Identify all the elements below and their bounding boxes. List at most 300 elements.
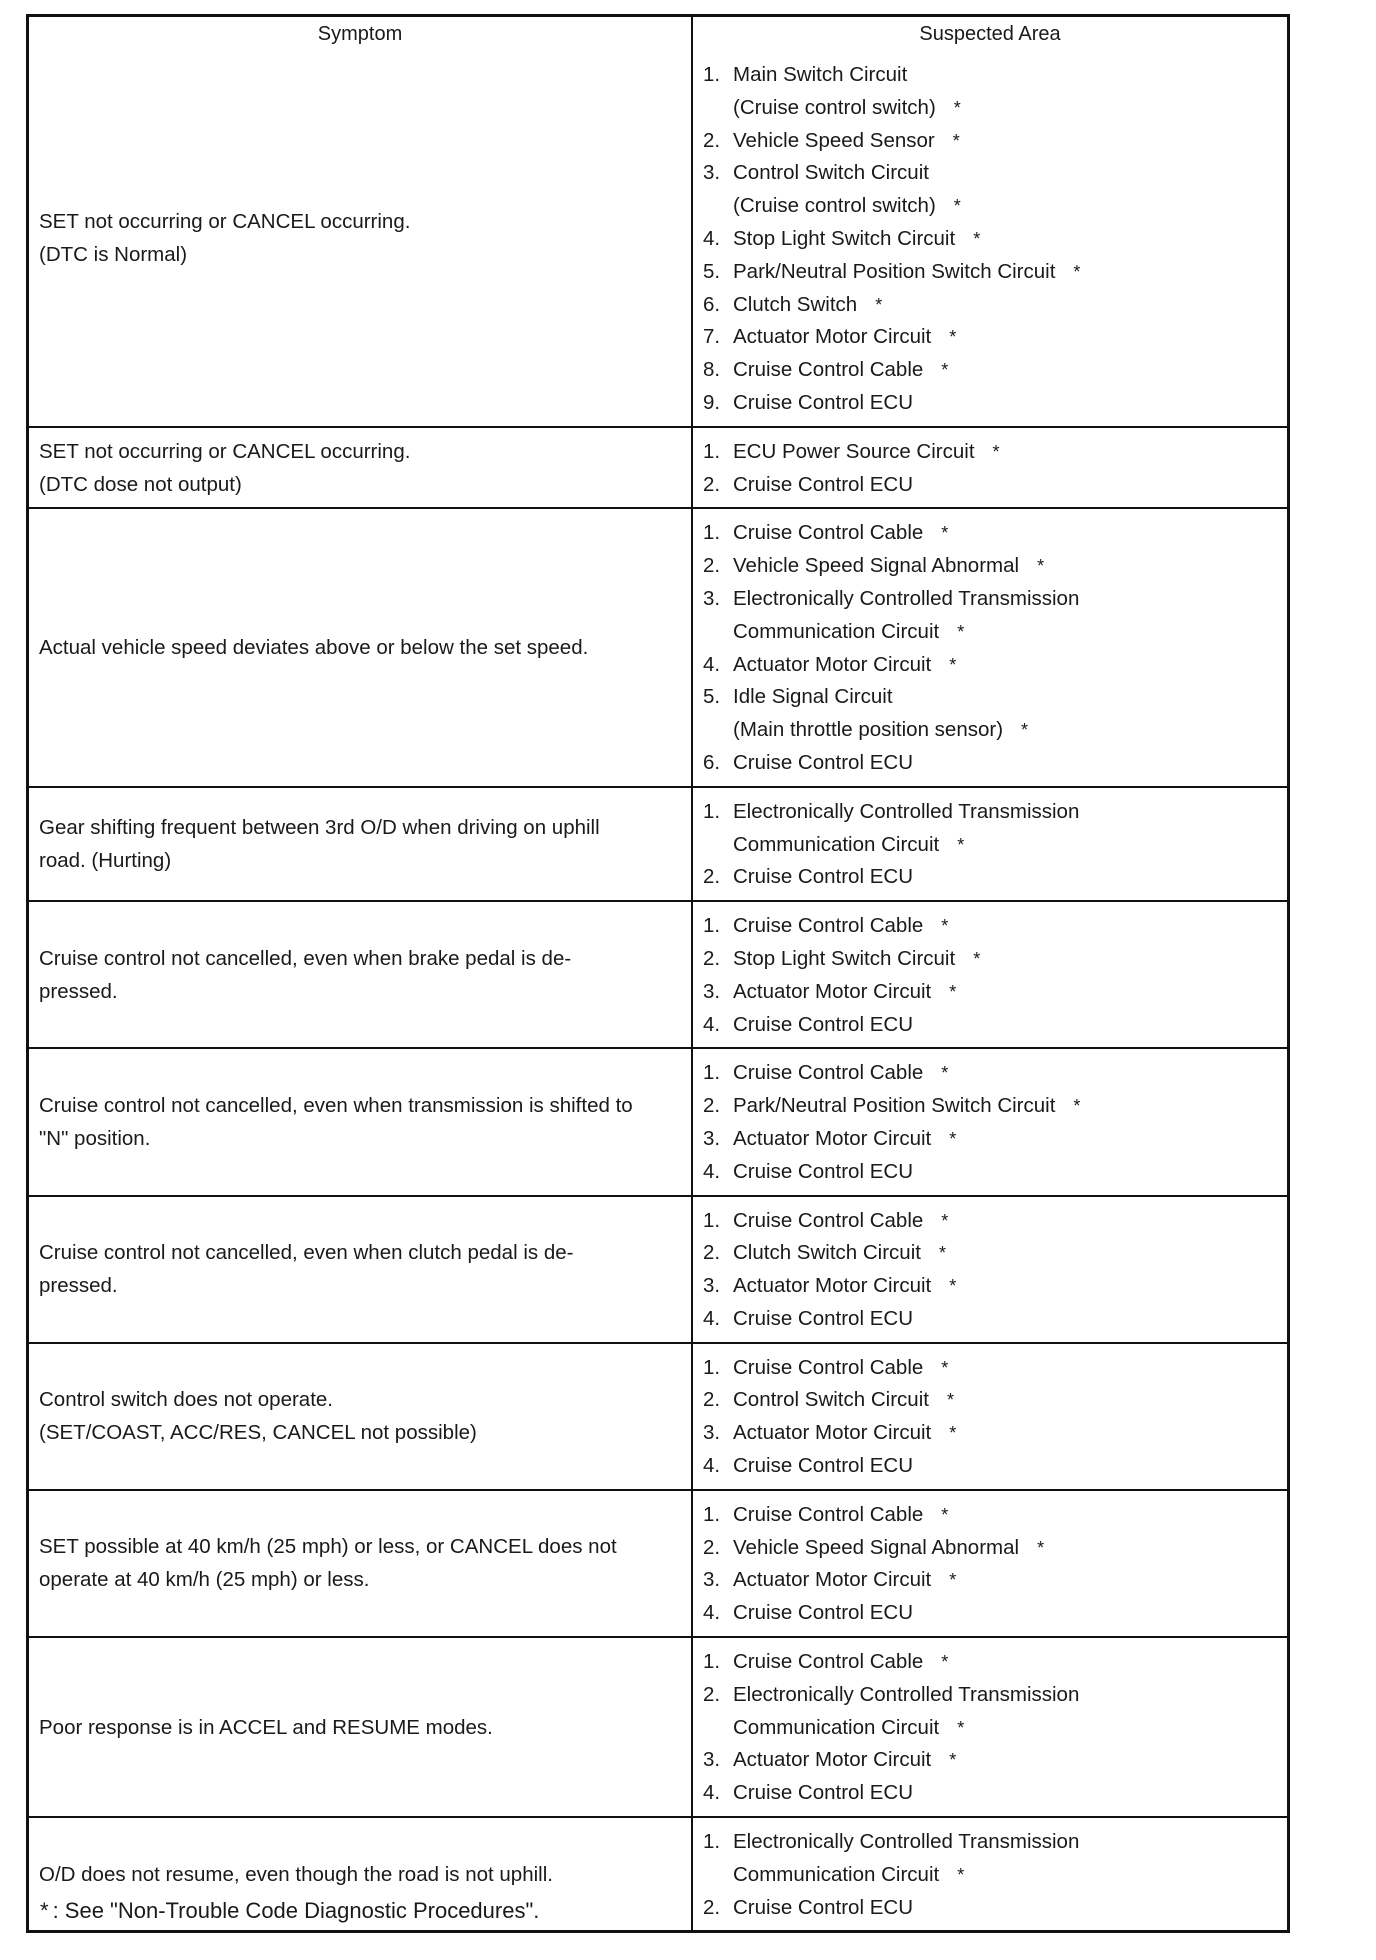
asterisk-icon: * bbox=[953, 97, 961, 118]
item-number: 1. bbox=[703, 63, 721, 86]
item-line bbox=[733, 861, 1279, 894]
table-row bbox=[29, 507, 1287, 785]
list-item bbox=[703, 517, 1279, 550]
item-number: 1. bbox=[703, 1830, 721, 1854]
item-line bbox=[733, 1859, 1279, 1892]
item-body bbox=[733, 1826, 1279, 1892]
asterisk-icon: * bbox=[957, 621, 965, 642]
list-item bbox=[703, 289, 1279, 322]
list-item bbox=[703, 1009, 1279, 1042]
symptom-line: pressed. bbox=[39, 979, 118, 1003]
item-text: Actuator Motor Circuit bbox=[733, 1274, 932, 1298]
item-text: Actuator Motor Circuit bbox=[733, 979, 932, 1003]
item-number: 3. bbox=[703, 979, 721, 1003]
suspected-area-cell bbox=[693, 1197, 1287, 1342]
asterisk-icon: * bbox=[949, 1750, 957, 1771]
item-body bbox=[733, 1090, 1279, 1123]
item-body bbox=[733, 747, 1279, 780]
table-row bbox=[29, 786, 1287, 900]
asterisk-icon: * bbox=[941, 1063, 949, 1084]
item-number: 1. bbox=[703, 521, 721, 545]
list-item bbox=[703, 1417, 1279, 1450]
item-body bbox=[733, 1892, 1279, 1925]
item-number: 1. bbox=[703, 1355, 721, 1379]
item-body bbox=[733, 1237, 1279, 1270]
item-number: 3. bbox=[703, 1421, 721, 1445]
item-text: Cruise Control ECU bbox=[733, 865, 913, 889]
item-body bbox=[733, 1450, 1279, 1483]
item-text: Communication Circuit bbox=[733, 1862, 940, 1886]
item-line bbox=[733, 1564, 1279, 1597]
asterisk-icon: * bbox=[941, 1504, 949, 1525]
asterisk-icon: * bbox=[953, 196, 961, 217]
item-line bbox=[733, 1270, 1279, 1303]
item-text: Cruise Control Cable bbox=[733, 1061, 924, 1085]
item-number: 9. bbox=[703, 390, 721, 414]
item-line bbox=[733, 616, 1279, 649]
item-text: Actuator Motor Circuit bbox=[733, 1126, 932, 1150]
item-text: Cruise Control ECU bbox=[733, 1895, 913, 1919]
item-text: Clutch Switch bbox=[733, 292, 858, 316]
item-number: 2. bbox=[703, 554, 721, 578]
asterisk-icon: * bbox=[949, 1570, 957, 1591]
item-body bbox=[733, 1303, 1279, 1336]
item-text: Electronically Controlled Transmission bbox=[733, 1682, 1080, 1706]
item-text: Actuator Motor Circuit bbox=[733, 1568, 932, 1592]
item-text: Actuator Motor Circuit bbox=[733, 325, 932, 349]
item-line bbox=[733, 796, 1279, 829]
list-item bbox=[703, 1450, 1279, 1483]
suspected-area-cell bbox=[693, 51, 1287, 426]
list-item bbox=[703, 157, 1279, 223]
item-body bbox=[733, 387, 1279, 420]
footnote bbox=[40, 1898, 539, 1924]
item-line bbox=[733, 1156, 1279, 1189]
item-text: Cruise Control ECU bbox=[733, 390, 913, 414]
table-row bbox=[29, 426, 1287, 508]
symptom-text bbox=[39, 1858, 553, 1891]
item-line bbox=[733, 1384, 1279, 1417]
item-text: Electronically Controlled Transmission bbox=[733, 799, 1080, 823]
item-number: 4. bbox=[703, 1012, 721, 1036]
item-number: 4. bbox=[703, 652, 721, 676]
symptom-cell bbox=[29, 51, 693, 426]
item-line bbox=[733, 829, 1279, 862]
item-line bbox=[733, 1352, 1279, 1385]
item-line bbox=[733, 1205, 1279, 1238]
list-item bbox=[703, 125, 1279, 158]
symptom-text bbox=[39, 1530, 617, 1596]
list-item bbox=[703, 747, 1279, 780]
item-number: 3. bbox=[703, 1748, 721, 1772]
item-number: 4. bbox=[703, 1781, 721, 1805]
table-row bbox=[29, 1047, 1287, 1194]
suspected-area-cell bbox=[693, 1344, 1287, 1489]
item-line bbox=[733, 469, 1279, 502]
item-line bbox=[733, 387, 1279, 420]
symptom-cell bbox=[29, 788, 693, 900]
item-body bbox=[733, 583, 1279, 649]
item-line bbox=[733, 321, 1279, 354]
asterisk-icon: * bbox=[1073, 261, 1081, 282]
item-body bbox=[733, 943, 1279, 976]
item-body bbox=[733, 256, 1279, 289]
item-text: Clutch Switch Circuit bbox=[733, 1241, 921, 1265]
item-text: Cruise Control Cable bbox=[733, 358, 924, 382]
list-item bbox=[703, 1777, 1279, 1810]
list-item bbox=[703, 387, 1279, 420]
list-item bbox=[703, 976, 1279, 1009]
item-body bbox=[733, 469, 1279, 502]
item-number: 5. bbox=[703, 685, 721, 709]
symptom-cell bbox=[29, 902, 693, 1047]
symptom-cell bbox=[29, 1491, 693, 1636]
symptom-line: O/D does not resume, even though the road is not uphill. bbox=[39, 1862, 553, 1886]
item-number: 2. bbox=[703, 1535, 721, 1559]
item-line bbox=[733, 649, 1279, 682]
list-item bbox=[703, 1744, 1279, 1777]
footnote-text: : See "Non-Trouble Code Diagnostic Procedures". bbox=[52, 1898, 540, 1923]
item-number: 2. bbox=[703, 865, 721, 889]
item-body bbox=[733, 1123, 1279, 1156]
asterisk-icon: * bbox=[941, 916, 949, 937]
item-line bbox=[733, 747, 1279, 780]
item-number: 2. bbox=[703, 128, 721, 152]
item-text: Vehicle Speed Sensor bbox=[733, 128, 935, 152]
item-line bbox=[733, 1712, 1279, 1745]
item-body bbox=[733, 1417, 1279, 1450]
item-body bbox=[733, 1777, 1279, 1810]
asterisk-icon: * bbox=[957, 1864, 965, 1885]
symptom-line: (DTC is Normal) bbox=[39, 243, 188, 267]
symptom-cell bbox=[29, 428, 693, 508]
header-area bbox=[693, 17, 1287, 51]
item-line bbox=[733, 943, 1279, 976]
item-body bbox=[733, 289, 1279, 322]
item-number: 5. bbox=[703, 259, 721, 283]
symptom-line: road. (Hurting) bbox=[39, 848, 172, 872]
asterisk-icon: * bbox=[941, 1357, 949, 1378]
asterisk-icon: * bbox=[957, 834, 965, 855]
item-number: 3. bbox=[703, 1568, 721, 1592]
asterisk-icon: * bbox=[1037, 1537, 1045, 1558]
item-body bbox=[733, 1744, 1279, 1777]
item-text: Control Switch Circuit bbox=[733, 161, 929, 185]
asterisk-icon: * bbox=[949, 654, 957, 675]
list-item bbox=[703, 1597, 1279, 1630]
table-row bbox=[29, 1489, 1287, 1636]
asterisk-icon: * bbox=[946, 1390, 954, 1411]
list-item bbox=[703, 223, 1279, 256]
symptom-cell bbox=[29, 1049, 693, 1194]
suspected-area-cell bbox=[693, 788, 1287, 900]
list-item bbox=[703, 1057, 1279, 1090]
item-line bbox=[733, 1744, 1279, 1777]
item-number: 4. bbox=[703, 1454, 721, 1478]
symptom-cell bbox=[29, 509, 693, 785]
item-line bbox=[733, 1597, 1279, 1630]
item-text: (Cruise control switch) bbox=[733, 95, 936, 119]
header-area-label: Suspected Area bbox=[919, 22, 1061, 45]
symptom-line: Cruise control not cancelled, even when clutch pedal is de- bbox=[39, 1241, 574, 1265]
item-text: Cruise Control ECU bbox=[733, 1454, 913, 1478]
item-number: 2. bbox=[703, 1682, 721, 1706]
list-item bbox=[703, 59, 1279, 125]
item-text: Actuator Motor Circuit bbox=[733, 1421, 932, 1445]
symptom-line: operate at 40 km/h (25 mph) or less. bbox=[39, 1568, 370, 1592]
list-item bbox=[703, 436, 1279, 469]
list-item bbox=[703, 1270, 1279, 1303]
item-line bbox=[733, 714, 1279, 747]
item-text: Park/Neutral Position Switch Circuit bbox=[733, 1094, 1056, 1118]
item-number: 2. bbox=[703, 1388, 721, 1412]
symptom-cell bbox=[29, 1344, 693, 1489]
item-body bbox=[733, 1646, 1279, 1679]
asterisk-icon: * bbox=[949, 1128, 957, 1149]
asterisk-icon: * bbox=[973, 228, 981, 249]
item-text: Actuator Motor Circuit bbox=[733, 1748, 932, 1772]
item-text: Cruise Control Cable bbox=[733, 1650, 924, 1674]
asterisk-icon: * bbox=[875, 294, 883, 315]
item-text: Cruise Control ECU bbox=[733, 1012, 913, 1036]
asterisk-icon: * bbox=[992, 441, 1000, 462]
item-number: 2. bbox=[703, 472, 721, 496]
symptom-line: Poor response is in ACCEL and RESUME modes. bbox=[39, 1715, 493, 1739]
list-item bbox=[703, 796, 1279, 862]
table-row bbox=[29, 1636, 1287, 1816]
table-body bbox=[29, 51, 1287, 1930]
asterisk-icon: * bbox=[941, 523, 949, 544]
list-item bbox=[703, 649, 1279, 682]
item-body bbox=[733, 1205, 1279, 1238]
footnote-star-icon: * bbox=[40, 1898, 49, 1923]
item-line bbox=[733, 517, 1279, 550]
symptom-text bbox=[39, 435, 410, 501]
item-number: 3. bbox=[703, 1274, 721, 1298]
header-symptom-label: Symptom bbox=[317, 22, 403, 45]
asterisk-icon: * bbox=[941, 360, 949, 381]
table-row bbox=[29, 900, 1287, 1047]
list-item bbox=[703, 1499, 1279, 1532]
item-text: Vehicle Speed Signal Abnormal bbox=[733, 554, 1020, 578]
item-number: 6. bbox=[703, 292, 721, 316]
symptom-line: (DTC dose not output) bbox=[39, 472, 242, 496]
suspected-area-cell bbox=[693, 1049, 1287, 1194]
item-line bbox=[733, 1646, 1279, 1679]
item-number: 2. bbox=[703, 1094, 721, 1118]
item-body bbox=[733, 976, 1279, 1009]
item-body bbox=[733, 1499, 1279, 1532]
item-text: Communication Circuit bbox=[733, 619, 940, 643]
item-text: Cruise Control ECU bbox=[733, 750, 913, 774]
item-line bbox=[733, 1450, 1279, 1483]
item-line bbox=[733, 1532, 1279, 1565]
list-item bbox=[703, 861, 1279, 894]
symptom-line: Gear shifting frequent between 3rd O/D when driving on uphill bbox=[39, 815, 600, 839]
list-item bbox=[703, 1090, 1279, 1123]
item-number: 4. bbox=[703, 1306, 721, 1330]
symptom-line: Actual vehicle speed deviates above or below the set speed. bbox=[39, 636, 589, 660]
list-item bbox=[703, 1123, 1279, 1156]
item-text: Stop Light Switch Circuit bbox=[733, 226, 956, 250]
item-text: Cruise Control Cable bbox=[733, 914, 924, 938]
table-header-row bbox=[29, 17, 1287, 51]
item-body bbox=[733, 1270, 1279, 1303]
item-number: 2. bbox=[703, 1241, 721, 1265]
item-line bbox=[733, 354, 1279, 387]
item-text: Cruise Control Cable bbox=[733, 1355, 924, 1379]
item-text: (Cruise control switch) bbox=[733, 194, 936, 218]
list-item bbox=[703, 1892, 1279, 1925]
item-body bbox=[733, 1384, 1279, 1417]
suspected-area-cell bbox=[693, 509, 1287, 785]
item-text: Main Switch Circuit bbox=[733, 63, 908, 86]
item-line bbox=[733, 976, 1279, 1009]
asterisk-icon: * bbox=[938, 1243, 946, 1264]
symptom-line: Control switch does not operate. bbox=[39, 1388, 333, 1412]
symptom-text bbox=[39, 942, 571, 1008]
list-item bbox=[703, 681, 1279, 747]
asterisk-icon: * bbox=[1021, 720, 1029, 741]
symptom-text bbox=[39, 1236, 573, 1302]
item-text: (Main throttle position sensor) bbox=[733, 718, 1004, 742]
item-number: 1. bbox=[703, 1061, 721, 1085]
item-number: 1. bbox=[703, 439, 721, 463]
item-number: 1. bbox=[703, 1502, 721, 1526]
item-body bbox=[733, 517, 1279, 550]
item-line bbox=[733, 1892, 1279, 1925]
item-text: Stop Light Switch Circuit bbox=[733, 946, 956, 970]
header-symptom bbox=[29, 17, 693, 51]
item-line bbox=[733, 1826, 1279, 1859]
item-line bbox=[733, 59, 1279, 92]
item-line bbox=[733, 1057, 1279, 1090]
item-number: 1. bbox=[703, 1208, 721, 1232]
item-text: Cruise Control Cable bbox=[733, 1502, 924, 1526]
list-item bbox=[703, 910, 1279, 943]
item-number: 1. bbox=[703, 1650, 721, 1674]
list-item bbox=[703, 256, 1279, 289]
item-line bbox=[733, 1123, 1279, 1156]
item-body bbox=[733, 1597, 1279, 1630]
symptom-text bbox=[39, 811, 600, 877]
suspected-area-cell bbox=[693, 1491, 1287, 1636]
symptom-line: (SET/COAST, ACC/RES, CANCEL not possible) bbox=[39, 1421, 477, 1445]
item-line bbox=[733, 681, 1279, 714]
suspected-area-cell bbox=[693, 1638, 1287, 1816]
item-body bbox=[733, 1156, 1279, 1189]
table-row bbox=[29, 1342, 1287, 1489]
list-item bbox=[703, 469, 1279, 502]
item-text: Park/Neutral Position Switch Circuit bbox=[733, 259, 1056, 283]
item-body bbox=[733, 59, 1279, 125]
item-body bbox=[733, 1564, 1279, 1597]
item-body bbox=[733, 125, 1279, 158]
item-body bbox=[733, 649, 1279, 682]
item-text: Electronically Controlled Transmission bbox=[733, 586, 1080, 610]
suspected-area-cell bbox=[693, 1818, 1287, 1930]
list-item bbox=[703, 1384, 1279, 1417]
diagnostic-table bbox=[26, 14, 1290, 1933]
item-line bbox=[733, 1777, 1279, 1810]
asterisk-icon: * bbox=[949, 1423, 957, 1444]
item-number: 4. bbox=[703, 226, 721, 250]
item-number: 2. bbox=[703, 1895, 721, 1919]
item-line bbox=[733, 550, 1279, 583]
symptom-line: SET not occurring or CANCEL occurring. bbox=[39, 210, 411, 234]
list-item bbox=[703, 354, 1279, 387]
list-item bbox=[703, 1564, 1279, 1597]
asterisk-icon: * bbox=[949, 327, 957, 348]
symptom-line: "N" position. bbox=[39, 1126, 151, 1150]
item-number: 3. bbox=[703, 1126, 721, 1150]
list-item bbox=[703, 1532, 1279, 1565]
item-line bbox=[733, 1090, 1279, 1123]
item-line bbox=[733, 1417, 1279, 1450]
asterisk-icon: * bbox=[941, 1210, 949, 1231]
item-body bbox=[733, 1532, 1279, 1565]
item-text: Cruise Control ECU bbox=[733, 1306, 913, 1330]
list-item bbox=[703, 550, 1279, 583]
list-item bbox=[703, 1826, 1279, 1892]
item-line bbox=[733, 1009, 1279, 1042]
item-line bbox=[733, 157, 1279, 190]
item-text: Cruise Control ECU bbox=[733, 1159, 913, 1183]
item-number: 4. bbox=[703, 1159, 721, 1183]
item-body bbox=[733, 223, 1279, 256]
item-text: Communication Circuit bbox=[733, 1715, 940, 1739]
asterisk-icon: * bbox=[1037, 556, 1045, 577]
item-body bbox=[733, 861, 1279, 894]
item-number: 3. bbox=[703, 586, 721, 610]
item-number: 8. bbox=[703, 358, 721, 382]
item-line bbox=[733, 125, 1279, 158]
item-line bbox=[733, 190, 1279, 223]
item-body bbox=[733, 354, 1279, 387]
item-body bbox=[733, 550, 1279, 583]
symptom-line: pressed. bbox=[39, 1274, 118, 1298]
symptom-text bbox=[39, 1089, 633, 1155]
symptom-line: Cruise control not cancelled, even when brake pedal is de- bbox=[39, 946, 572, 970]
asterisk-icon: * bbox=[952, 130, 960, 151]
item-body bbox=[733, 1057, 1279, 1090]
item-text: Cruise Control ECU bbox=[733, 1781, 913, 1805]
symptom-cell bbox=[29, 1197, 693, 1342]
item-line bbox=[733, 289, 1279, 322]
item-body bbox=[733, 436, 1279, 469]
list-item bbox=[703, 583, 1279, 649]
item-line bbox=[733, 583, 1279, 616]
list-item bbox=[703, 1679, 1279, 1745]
list-item bbox=[703, 1205, 1279, 1238]
item-text: ECU Power Source Circuit bbox=[733, 439, 975, 463]
item-line bbox=[733, 92, 1279, 125]
symptom-line: SET possible at 40 km/h (25 mph) or less, or CANCEL does not bbox=[39, 1535, 617, 1559]
item-number: 1. bbox=[703, 799, 721, 823]
item-text: Cruise Control Cable bbox=[733, 1208, 924, 1232]
item-body bbox=[733, 157, 1279, 223]
symptom-text bbox=[39, 1711, 493, 1744]
asterisk-icon: * bbox=[941, 1652, 949, 1673]
item-number: 1. bbox=[703, 914, 721, 938]
item-body bbox=[733, 321, 1279, 354]
item-body bbox=[733, 1679, 1279, 1745]
item-text: Actuator Motor Circuit bbox=[733, 652, 932, 676]
list-item bbox=[703, 321, 1279, 354]
item-number: 7. bbox=[703, 325, 721, 349]
table-row bbox=[29, 1195, 1287, 1342]
item-line bbox=[733, 1303, 1279, 1336]
